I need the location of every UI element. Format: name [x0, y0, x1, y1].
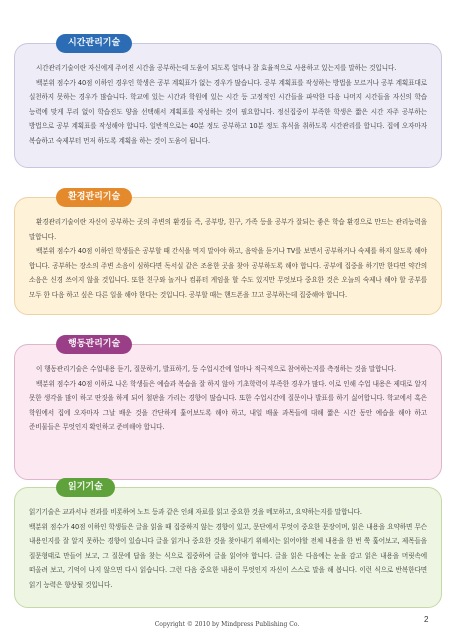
- section-title-badge: 읽기기술: [56, 478, 115, 497]
- section-advice: 백분위 점수가 40점 이하인 경우인 학생은 공부 계획표가 없는 경우가 많습니다. 공부 계획표를 작성하는 방법을 모르거나 공부 계획표대로 실천하지 못하는 경우가 많습니다. 학교에 있는 시간과 학원에 있는 시간 등 고정적인 시간들을 파악한 다음 나머지 시간들을 자신의 학습 능력에 맞게 무리 없이 학습진도 양을 선택해서 계획표를 작성하는 것이 필요합니다. 정신집중이 부족한 학생은 짧은 시간 자주 공부하는 방법으로 공부 계획표를 작성해야 합니다. 일반적으로는 40분 정도 공부하고 10분 정도 휴식을 취하도록 시간관리를 합니다. 집에 오자마자 복습하고 숙제부터 먼저 하도록 계획을 하는 것이 도움이 됩니다.: [29, 78, 427, 145]
- page-number: 2: [424, 615, 429, 624]
- section-title-badge: 시간관리기술: [56, 34, 132, 53]
- section-advice: 백분위 점수가 40점 이하인 학생들은 공부할 때 간식을 먹지 말아야 하고, 음악을 듣거나 TV를 보면서 공부하거나 숙제를 하지 않도록 해야 합니다. 공부하는 장소의 주변 소음이 심하다면 독서실 같은 조용한 곳을 찾아 공부하도록 해야 합니다. 공부에 집중을 하기만 한다면 약간의 소음은 신경 쓰이지 않을 것입니다. 또한 친구와 놀거나 컴퓨터 게임을 할 수도 있지만 무엇보다 중요한 것은 오늘의 숙제나 해야 할 공부를 모두 한 다음 하고 싶은 다른 일을 해야 한다는 것입니다. 공부할 때는 핸드폰을 끄고 공부하는데 집중해야 합니다.: [29, 247, 427, 299]
- section-definition: 시간관리기술이란 자신에게 주어진 시간을 공부하는데 도움이 되도록 얼마나 잘 효율적으로 사용하고 있는지를 말하는 것입니다.: [36, 64, 397, 72]
- section-body: [14, 43, 442, 168]
- section-title-badge: 행동관리기술: [56, 335, 132, 354]
- section-title-badge: 환경관리기술: [56, 188, 132, 207]
- section-body: [14, 197, 442, 315]
- section-definition: 환경관리기술이란 자신이 공부하는 곳의 주변의 환경들 즉, 공부방, 친구, 가족 등을 공부가 잘되는 좋은 학습 환경으로 만드는 관리능력을 말합니다.: [29, 218, 427, 241]
- section-advice: 백분위 점수가 40점 이하인 학생들은 글을 읽을 때 집중하지 않는 경향이 있고, 문단에서 무엇이 중요한 문장이며, 읽은 내용을 요약하면 무슨 내용인지를 잘 알지 못하는 경향이 있습니다 글을 읽거나 중요한 것을 찾아내기 위해서는 읽어야할 전체 내용을 한 번 쭉 훑어보고, 제목들을 질문형태로 만들어 보고, 그 질문에 답을 찾는 식으로 집중하여 글을 읽어야 합니다. 글을 읽은 다음에는 눈을 감고 읽은 내용을 머릿속에 떠올려 보고, 기억이 나지 않으면 다시 읽습니다. 그런 다음 중요한 내용이 무엇인지 자신이 스스로 말을 해 봅니다. 이런 식으로 반복한다면 읽기 능력은 향상될 것입니다.: [29, 522, 427, 589]
- section-body: [14, 487, 442, 608]
- section-body: [14, 344, 442, 480]
- section-definition: 이 행동관리기술은 수업내용 듣기, 질문하기, 발표하기, 등 수업시간에 얼마나 적극적으로 참여하는지를 측정하는 것을 말합니다.: [36, 365, 396, 373]
- section-definition: 읽기기술은 교과서나 전과를 비롯하여 노트 등과 같은 인쇄 자료를 읽고 중요한 것을 메모하고, 요약하는지를 말합니다.: [29, 508, 362, 516]
- section-advice: 백분위 점수가 40점 이하로 나온 학생들은 예습과 복습을 잘 하지 않아 기초학력이 부족한 경우가 많다. 이로 인해 수업 내용은 제대로 알지 못한 생각을 많이 하고 딴짓을 하게 되어 철판을 가리는 경향이 많습니다. 또한 수업시간에 질문이나 발표를 하기 싫어합니다. 학교에서 혹은 학원에서 집에 오자마자 그날 배운 것을 간단하게 훑어보도록 해야 하고, 내일 배울 과목들에 대해 짧은 시간 동안 예습을 해야 하고 준비물들은 무엇인지 확인하고 준비해야 합니다.: [29, 379, 427, 432]
- copyright-footer: Copyright © 2010 by Mindpress Publishing Co.: [154, 621, 300, 628]
